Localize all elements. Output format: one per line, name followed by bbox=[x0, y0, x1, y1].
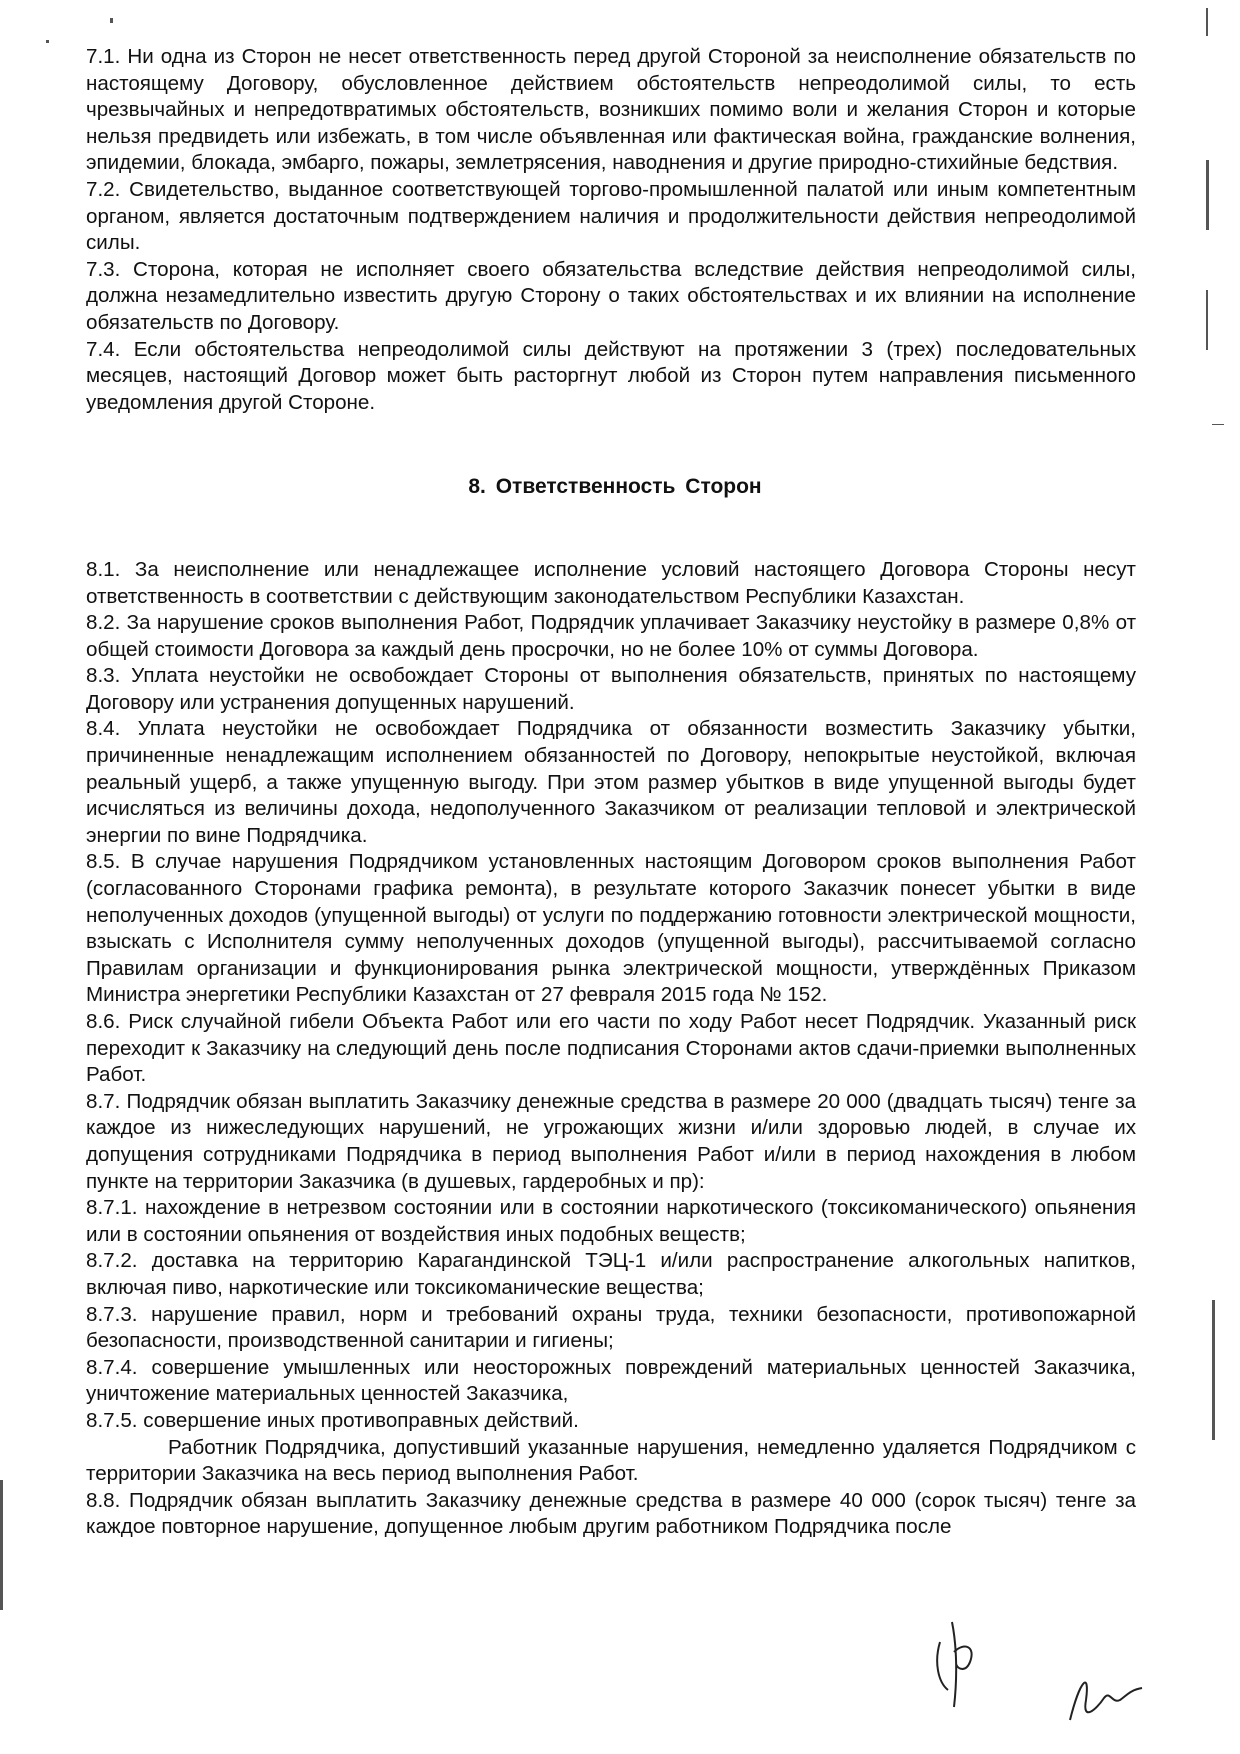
clause-8-8: 8.8. Подрядчик обязан выплатить Заказчику денежные средства в размере 40 000 (сорок тысяч) тенге за каждое повторное нарушение, допущенное любым другим работником Подрядчика после bbox=[86, 1488, 1136, 1539]
scan-artifact bbox=[1206, 8, 1208, 36]
clause-8-7-5: 8.7.5. совершение иных противоправных действий. bbox=[86, 1408, 579, 1432]
scan-artifact bbox=[1206, 160, 1209, 230]
removal-note: Работник Подрядчика, допустивший указанные нарушения, немедленно удаляется Подрядчиком с территории Заказчика на весь период выполнения Работ. bbox=[86, 1435, 1136, 1486]
scan-artifact bbox=[1212, 424, 1224, 425]
clause-8-4: 8.4. Уплата неустойки не освобождает Подрядчика от обязанности возместить Заказчику убытки, причиненные ненадлежащим исполнением обязанностей по Договору, непокрытые неустойкой, включая реальный ущерб, а также упущенную выгоду. При этом размер убытков в виде упущенной выгоды будет исчисляться из величины дохода, недополученного Заказчиком от реализации тепловой и электрической энергии по вине Подрядчика. bbox=[86, 717, 1136, 847]
clause-8-7-2: 8.7.2. доставка на территорию Карагандинской ТЭЦ-1 и/или распространение алкогольных напитков, включая пиво, наркотические или токсикоманические вещества; bbox=[86, 1249, 1136, 1299]
clause-8-7-3: 8.7.3. нарушение правил, норм и требований охраны труда, техники безопасности, противопожарной безопасности, производственной санитарии и гигиены; bbox=[86, 1302, 1136, 1353]
clause-7-4: 7.4. Если обстоятельства непреодолимой силы действуют на протяжении 3 (трех) последовательных месяцев, настоящий Договор может быть расторгнут любой из Сторон путем направления письменного уведомления другой Стороне. bbox=[86, 337, 1136, 414]
clause-7-1: 7.1. Ни одна из Сторон не несет ответственность перед другой Стороной за неисполнение обязательств по настоящему Договору, обусловленное действием обстоятельств непреодолимой силы, то есть чрезвычайных и непредотвратимых обстоятельств, возникших помимо воли и желания Сторон и которые нельзя предвидеть или избежать, в том числе объявленная или фактическая война, гражданские волнения, эпидемии, блокада, эмбарго, пожары, землетрясения, наводнения и другие природно-стихийные бедствия. bbox=[86, 45, 1136, 175]
signature-initials-left bbox=[930, 1612, 990, 1712]
clause-8-6: 8.6. Риск случайной гибели Объекта Работ или его части по ходу Работ несет Подрядчик. Указанный риск переходит к Заказчику на следующий день после подписания Сторонами актов сдачи-приемки выполненных Работ. bbox=[86, 1010, 1136, 1087]
document-page bbox=[86, 44, 1136, 1541]
clause-8-1: 8.1. За неисполнение или ненадлежащее исполнение условий настоящего Договора Стороны несут ответственность в соответствии с действующим законодательством Республики Казахстан. bbox=[86, 557, 1136, 608]
clause-7-2: 7.2. Свидетельство, выданное соответствующей торгово-промышленной палатой или иным компетентным органом, является достаточным подтверждением наличия и продолжительности действия непреодолимой силы. bbox=[86, 177, 1136, 255]
scan-artifact bbox=[1206, 290, 1208, 350]
clause-7-3: 7.3. Сторона, которая не исполняет своего обязательства вследствие действия непреодолимой силы, должна незамедлительно известить другую Сторону о таких обстоятельствах и их влиянии на исполнение обязательств по Договору. bbox=[86, 257, 1136, 334]
scan-artifact bbox=[0, 1480, 3, 1610]
signature-right bbox=[1060, 1660, 1150, 1730]
clause-8-3: 8.3. Уплата неустойки не освобождает Стороны от выполнения обязательств, принятых по настоящему Договору или устранения допущенных нарушений. bbox=[86, 664, 1136, 714]
scan-artifact bbox=[1212, 1300, 1215, 1440]
section-heading: 8. Ответственность Сторон bbox=[468, 475, 762, 499]
clause-8-7-1: 8.7.1. нахождение в нетрезвом состоянии или в состоянии наркотического (токсикоманического) опьянения или в состоянии опьянения от воздействия иных подобных веществ; bbox=[86, 1196, 1136, 1246]
clause-8-7-4: 8.7.4. совершение умышленных или неосторожных повреждений материальных ценностей Заказчика, уничтожение материальных ценностей Заказчика, bbox=[86, 1355, 1136, 1406]
clause-8-5: 8.5. В случае нарушения Подрядчиком установленных настоящим Договором сроков выполнения Работ (согласованного Сторонами графика ремонта), в результате которого Заказчик понесет убытки в виде неполученных доходов (упущенной выгоды) от услуги по поддержанию готовности электрической мощности, взыскать с Исполнителя сумму неполученных доходов (упущенной выгоды), рассчитываемой согласно Правилам организации и функционирования рынка электрической мощности, утверждённых Приказом Министра энергетики Республики Казахстан от 27 февраля 2015 года № 152. bbox=[86, 850, 1136, 1007]
clause-8-7: 8.7. Подрядчик обязан выплатить Заказчику денежные средства в размере 20 000 (двадцать тысяч) тенге за каждое из нижеследующих нарушений, не угрожающих жизни и/или здоровью людей, в случае их допущения сотрудниками Подрядчика в период выполнения Работ и/или в период нахождения в любом пункте на территории Заказчика (в душевых, гардеробных и пр): bbox=[86, 1089, 1136, 1193]
scan-artifact bbox=[46, 40, 49, 43]
scan-artifact bbox=[110, 18, 113, 23]
clause-8-2: 8.2. За нарушение сроков выполнения Работ, Подрядчик уплачивает Заказчику неустойку в размере 0,8% от общей стоимости Договора за каждый день просрочки, но не более 10% от суммы Договора. bbox=[86, 611, 1136, 661]
